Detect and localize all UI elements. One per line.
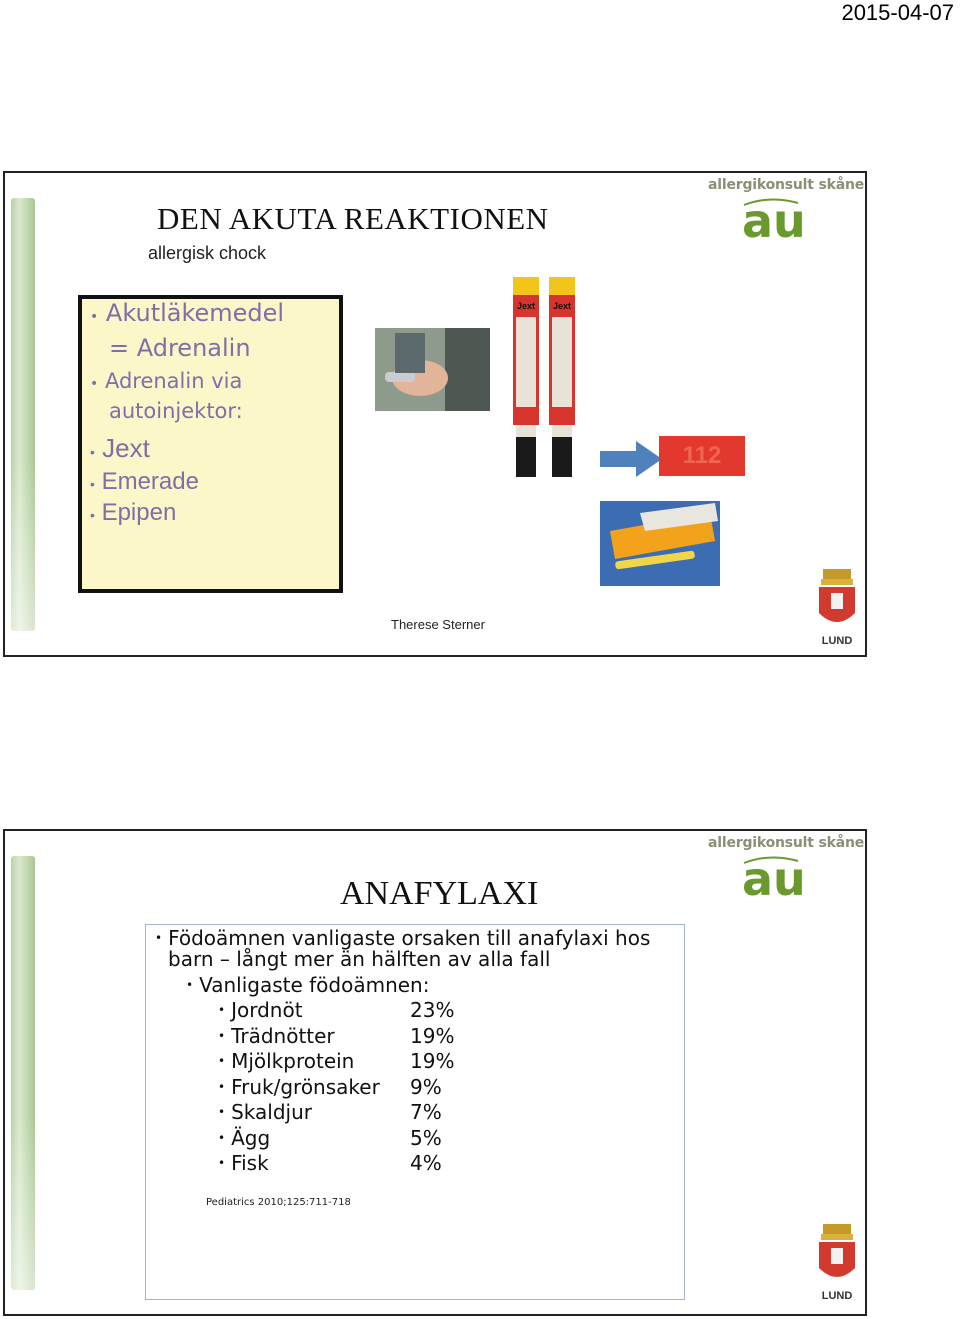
bullet-adrenalin-line: = Adrenalin (109, 334, 251, 362)
food-item: • Ägg (218, 1126, 271, 1150)
allergikonsult-logo (708, 833, 863, 903)
bullet-emerade: • Emerade (90, 468, 199, 495)
reference-citation: Pediatrics 2010;125:711-718 (206, 1197, 351, 1208)
svg-text:au: au (742, 853, 806, 899)
svg-text:Jext: Jext (517, 301, 536, 311)
bullet-autoinjektor-line2: autoinjektor: (109, 399, 243, 423)
bullet-jext: • Jext (90, 433, 150, 463)
food-item: • Skaldjur (218, 1100, 312, 1124)
food-item: • Jordnöt (218, 998, 303, 1022)
food-item: • Fisk (218, 1151, 269, 1175)
logo-text: allergikonsult skåne (708, 835, 865, 851)
svg-text:au: au (742, 195, 806, 241)
food-item: • Trädnötter (218, 1024, 335, 1048)
logo-text: allergikonsult skåne (708, 177, 865, 193)
arrow-right-icon (600, 439, 662, 479)
seal-label: LUND (821, 635, 853, 647)
page-date: 2015-04-07 (841, 0, 954, 25)
intro-line-2: barn – långt mer än hälften av alla fall (168, 947, 551, 971)
food-percent: 19% (410, 1024, 455, 1048)
food-percent: 9% (410, 1075, 442, 1099)
lund-seal-icon (817, 1224, 857, 1302)
slide-title: ANAFYLAXI (340, 875, 539, 912)
food-percent: 5% (410, 1126, 442, 1150)
seal-label: LUND (821, 1290, 853, 1302)
au-logo-icon (740, 853, 830, 899)
intro-line-1: • Födoämnen vanligaste orsaken till anafylaxi hos (155, 926, 651, 950)
food-item: • Mjölkprotein (218, 1049, 355, 1073)
slide-2 (3, 829, 867, 1316)
slide-subtitle: allergisk chock (148, 243, 267, 263)
emergency-number-badge: 112 (659, 436, 745, 476)
decorative-sidebar (11, 856, 35, 1290)
autoinjector-use-photo (375, 328, 490, 411)
food-percent: 4% (410, 1151, 442, 1175)
food-percent: 19% (410, 1049, 455, 1073)
au-logo-icon (740, 195, 830, 241)
food-percent: 7% (410, 1100, 442, 1124)
info-box (78, 295, 343, 593)
slide-title: DEN AKUTA REAKTIONEN (157, 201, 549, 236)
lund-seal-icon (817, 569, 857, 647)
food-percent: 23% (410, 998, 455, 1022)
svg-text:Jext: Jext (553, 301, 572, 311)
bullet-epipen: • Epipen (90, 499, 177, 526)
list-heading: • Vanligaste födoämnen: (186, 973, 430, 997)
allergikonsult-logo (708, 175, 863, 245)
slide-1 (3, 171, 867, 657)
epipen-package-image (600, 501, 720, 586)
author-credit: Therese Sterner (391, 617, 485, 632)
decorative-sidebar (11, 198, 35, 631)
food-item: • Fruk/grönsaker (218, 1075, 380, 1099)
bullet-akutlakemedel: • Akutläkemedel (90, 299, 285, 327)
jext-pens-image (510, 277, 580, 492)
bullet-autoinjektor: • Adrenalin via (90, 369, 243, 393)
